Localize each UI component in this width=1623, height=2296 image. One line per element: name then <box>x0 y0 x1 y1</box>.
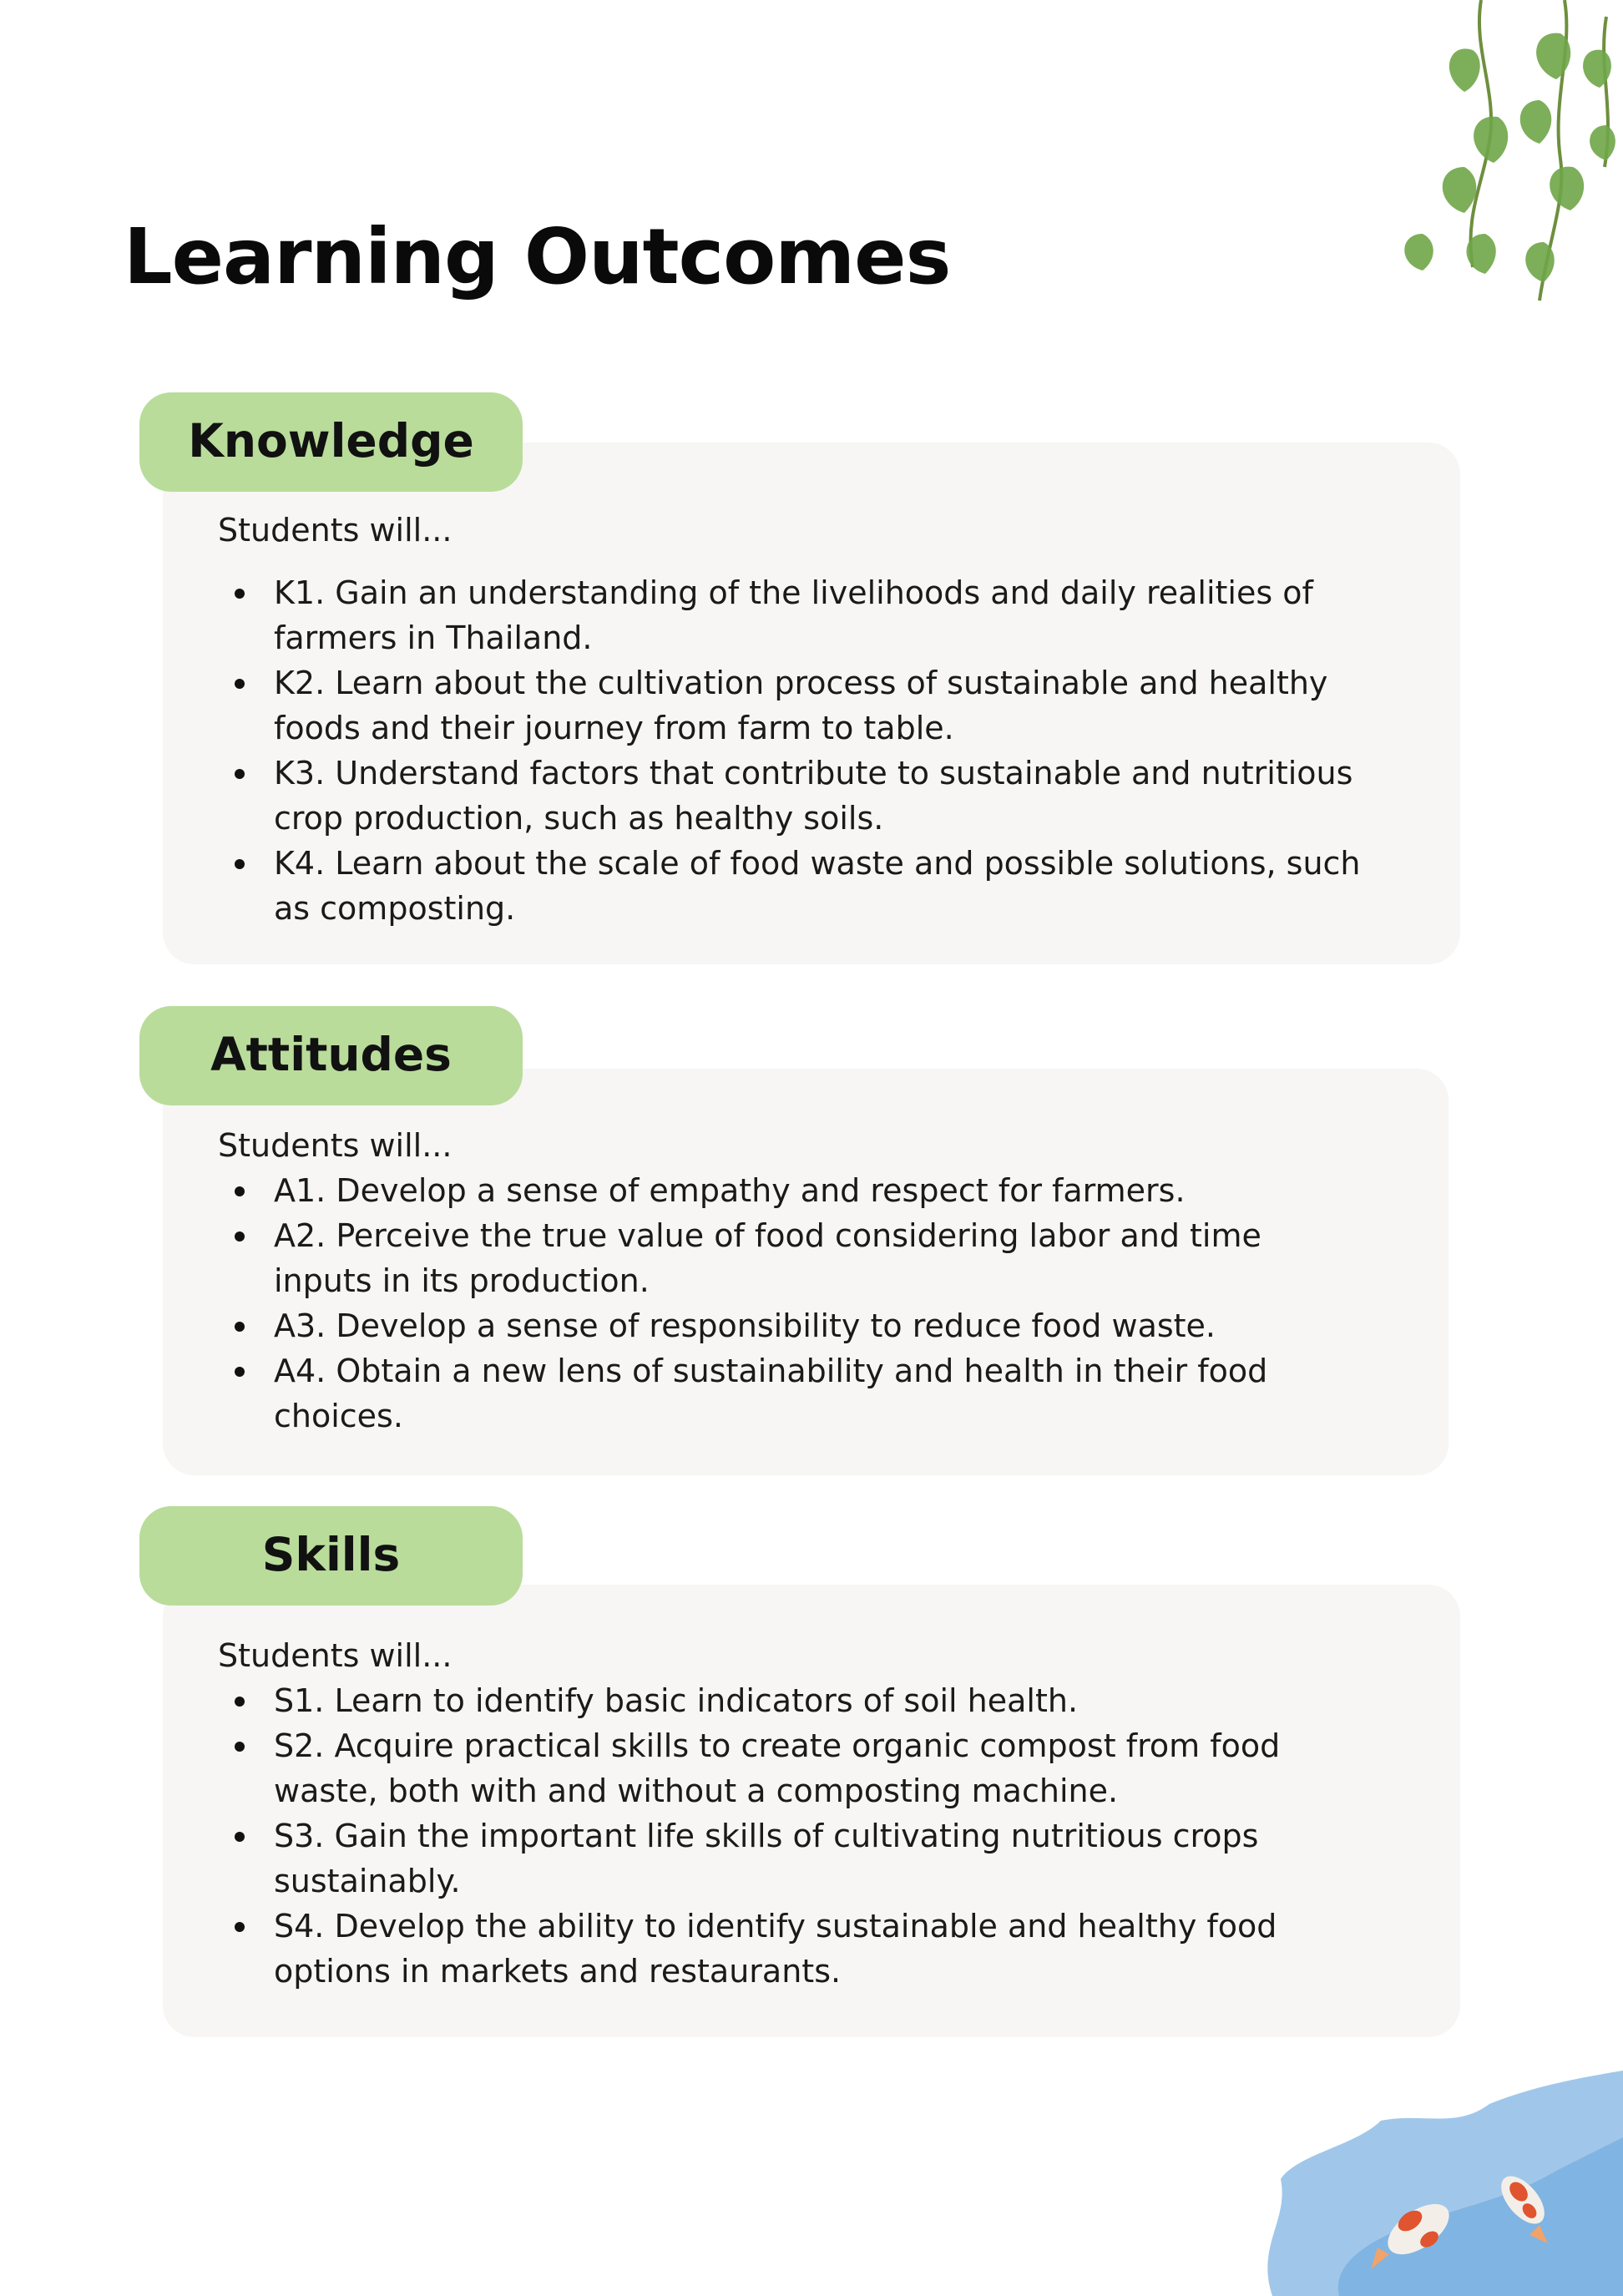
skills-list <box>218 1678 1328 1994</box>
page-title: Learning Outcomes <box>124 212 951 301</box>
list-item: S1. Learn to identify basic indicators of soil health. <box>218 1678 1328 1723</box>
list-item: S3. Gain the important life skills of cultivating nutritious crops sustainably. <box>218 1813 1328 1904</box>
list-item: A2. Perceive the true value of food considering labor and time inputs in its production. <box>218 1213 1303 1303</box>
list-item: S2. Acquire practical skills to create organic compost from food waste, both with and without a composting machine. <box>218 1723 1328 1813</box>
koi-fish-pond-illustration <box>1239 2054 1623 2296</box>
list-item: S4. Develop the ability to identify sustainable and healthy food options in markets and restaurants. <box>218 1904 1328 1994</box>
knowledge-intro: Students will... <box>218 512 453 549</box>
skills-intro: Students will... <box>218 1637 453 1674</box>
list-item: K3. Understand factors that contribute to sustainable and nutritious crop production, such as healthy soils. <box>218 751 1387 841</box>
list-item: A1. Develop a sense of empathy and respect for farmers. <box>218 1168 1303 1213</box>
skills-heading: Skills <box>139 1506 523 1606</box>
attitudes-heading: Attitudes <box>139 1006 523 1105</box>
attitudes-list <box>218 1168 1303 1439</box>
knowledge-list <box>218 570 1387 931</box>
list-item: K2. Learn about the cultivation process of sustainable and healthy foods and their journey from farm to table. <box>218 660 1387 751</box>
list-item: K1. Gain an understanding of the livelihoods and daily realities of farmers in Thailand. <box>218 570 1387 660</box>
list-item: A4. Obtain a new lens of sustainability and health in their food choices. <box>218 1348 1303 1439</box>
ivy-vine-illustration <box>1373 0 1623 342</box>
list-item: K4. Learn about the scale of food waste and possible solutions, such as composting. <box>218 841 1387 931</box>
list-item: A3. Develop a sense of responsibility to reduce food waste. <box>218 1303 1303 1348</box>
knowledge-heading: Knowledge <box>139 392 523 492</box>
attitudes-intro: Students will... <box>218 1127 453 1164</box>
